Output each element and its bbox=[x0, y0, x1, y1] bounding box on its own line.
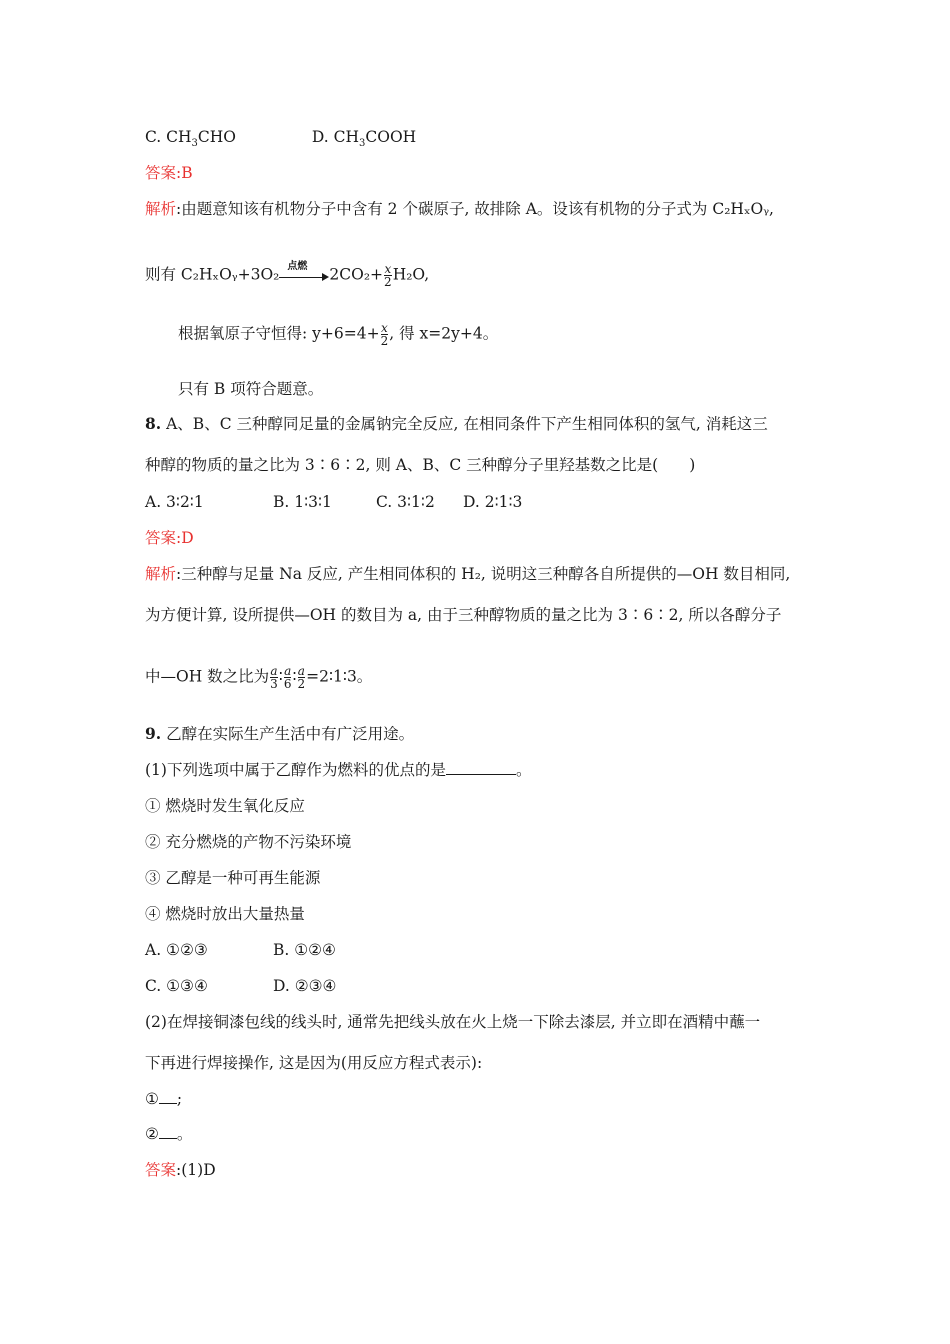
answer-blank[interactable] bbox=[159, 1089, 177, 1104]
q9-option-d: D. ②③④ bbox=[273, 977, 337, 995]
q7-answer bbox=[145, 163, 193, 183]
q8-option-a: A. 3∶2∶1 bbox=[145, 493, 204, 511]
answer-blank[interactable] bbox=[159, 1124, 177, 1139]
q9-part2-line1: (2)在焊接铜漆包线的线头时, 通常先把线头放在火上烧一下除去漆层, 并立即在酒精中蘸一 bbox=[145, 1013, 761, 1031]
part1-text: (1)下列选项中属于乙醇作为燃料的优点的是 bbox=[145, 761, 446, 779]
equation-fraction: $\frac{x}{2}$ bbox=[384, 262, 392, 289]
blank-prefix: ① bbox=[145, 1090, 159, 1108]
analysis-text: :由题意知该有机物分子中含有 2 个碳原子, 故排除 A。设该有机物的分子式为 C₂HₓOᵧ, bbox=[176, 200, 774, 218]
ratio-tail: =2∶1∶3。 bbox=[306, 667, 373, 686]
q9-options-ab bbox=[145, 940, 336, 960]
q8-option-d: D. 2∶1∶3 bbox=[463, 493, 523, 511]
ratio-fraction: $\frac{a}{2}$ bbox=[297, 664, 306, 691]
q8-options bbox=[145, 492, 522, 512]
oxygen-fraction: $\frac{x}{2}$ bbox=[380, 321, 389, 348]
analysis-text: :三种醇与足量 Na 反应, 产生相同体积的 H₂, 说明这三种醇各自所提供的—OH 数目相同, bbox=[176, 565, 791, 583]
ratio-fraction: $\frac{a}{6}$ bbox=[283, 664, 292, 691]
oxygen-text-a: 根据氧原子守恒得: y+6=4+ bbox=[178, 324, 380, 343]
q8-option-c: C. 3∶1∶2 bbox=[376, 493, 435, 511]
q7-option-d: D. $CH_3COOH$ bbox=[311, 128, 417, 150]
q9-part2-line2: 下再进行焊接操作, 这是因为(用反应方程式表示): bbox=[145, 1054, 483, 1072]
blank-prefix: ② bbox=[145, 1125, 159, 1143]
equation-product: 2CO₂+ bbox=[329, 265, 384, 284]
q7-conclusion: 只有 B 项符合题意。 bbox=[178, 380, 324, 398]
answer-value: :D bbox=[176, 529, 194, 547]
q9-blank-2 bbox=[145, 1124, 192, 1144]
q9-option-a: A. ①②③ bbox=[145, 941, 208, 959]
equation-reactants: 则有 C₂HₓOᵧ+3O₂ bbox=[145, 265, 280, 284]
q9-item-1: ① 燃烧时发生氧化反应 bbox=[145, 797, 305, 815]
q8-stem-line1 bbox=[145, 414, 768, 434]
q8-option-b: B. 1∶3∶1 bbox=[273, 493, 332, 511]
blank-suffix: ; bbox=[176, 1090, 183, 1108]
ratio-prefix: 中—OH 数之比为 bbox=[145, 667, 270, 686]
q9-option-c: C. ①③④ bbox=[145, 977, 208, 995]
q8-analysis-line2: 为方便计算, 设所提供—OH 的数目为 a, 由于三种醇物质的量之比为 3∶6∶2, 所以各醇分子 bbox=[145, 606, 782, 624]
part1-end: 。 bbox=[515, 761, 532, 779]
question-stem: A、B、C 三种醇同足量的金属钠完全反应, 在相同条件下产生相同体积的氢气, 消耗这三 bbox=[161, 415, 768, 433]
reaction-arrow bbox=[279, 260, 329, 286]
q9-item-4: ④ 燃烧时放出大量热量 bbox=[145, 905, 305, 923]
ratio-separator: ∶ bbox=[292, 667, 297, 686]
ratio-fraction: $\frac{a}{3}$ bbox=[270, 664, 278, 691]
answer-value: :(1)D bbox=[176, 1161, 216, 1179]
q7-oxygen-conservation bbox=[178, 322, 498, 347]
question-stem: 乙醇在实际生产生活中有广泛用途。 bbox=[161, 725, 415, 743]
q9-answer bbox=[145, 1160, 216, 1180]
q7-option-row bbox=[145, 127, 416, 154]
equation-tail: H₂O, bbox=[392, 265, 430, 284]
answer-label: 答案 bbox=[145, 164, 177, 182]
q7-analysis bbox=[145, 199, 774, 219]
q9-item-3: ③ 乙醇是一种可再生能源 bbox=[145, 869, 321, 887]
q9-blank-1 bbox=[145, 1089, 182, 1109]
q9-option-b: B. ①②④ bbox=[273, 941, 336, 959]
blank-suffix: 。 bbox=[176, 1125, 193, 1143]
answer-label: 答案 bbox=[145, 1161, 177, 1179]
analysis-label: 解析 bbox=[145, 565, 177, 583]
ratio-separator: ∶ bbox=[278, 667, 283, 686]
oxygen-text-b: , 得 x=2y+4。 bbox=[389, 324, 499, 343]
q9-stem bbox=[145, 724, 414, 744]
q7-option-c: C. $CH_3CHO$ bbox=[145, 128, 237, 150]
q7-equation bbox=[145, 260, 430, 289]
reaction-condition: 点燃 bbox=[287, 260, 308, 272]
question-number: 8. bbox=[145, 414, 162, 433]
q9-part1 bbox=[145, 760, 531, 780]
q8-answer bbox=[145, 528, 194, 548]
analysis-label: 解析 bbox=[145, 200, 177, 218]
q8-analysis-line1 bbox=[145, 564, 790, 584]
q9-options-cd bbox=[145, 976, 336, 996]
answer-blank[interactable] bbox=[446, 760, 516, 775]
answer-label: 答案 bbox=[145, 529, 177, 547]
q8-stem-line2: 种醇的物质的量之比为 3∶6∶2, 则 A、B、C 三种醇分子里羟基数之比是( ) bbox=[145, 456, 696, 474]
q8-ratio bbox=[145, 665, 372, 690]
question-number: 9. bbox=[145, 724, 162, 743]
answer-value: :B bbox=[176, 164, 193, 182]
q9-item-2: ② 充分燃烧的产物不污染环境 bbox=[145, 833, 352, 851]
